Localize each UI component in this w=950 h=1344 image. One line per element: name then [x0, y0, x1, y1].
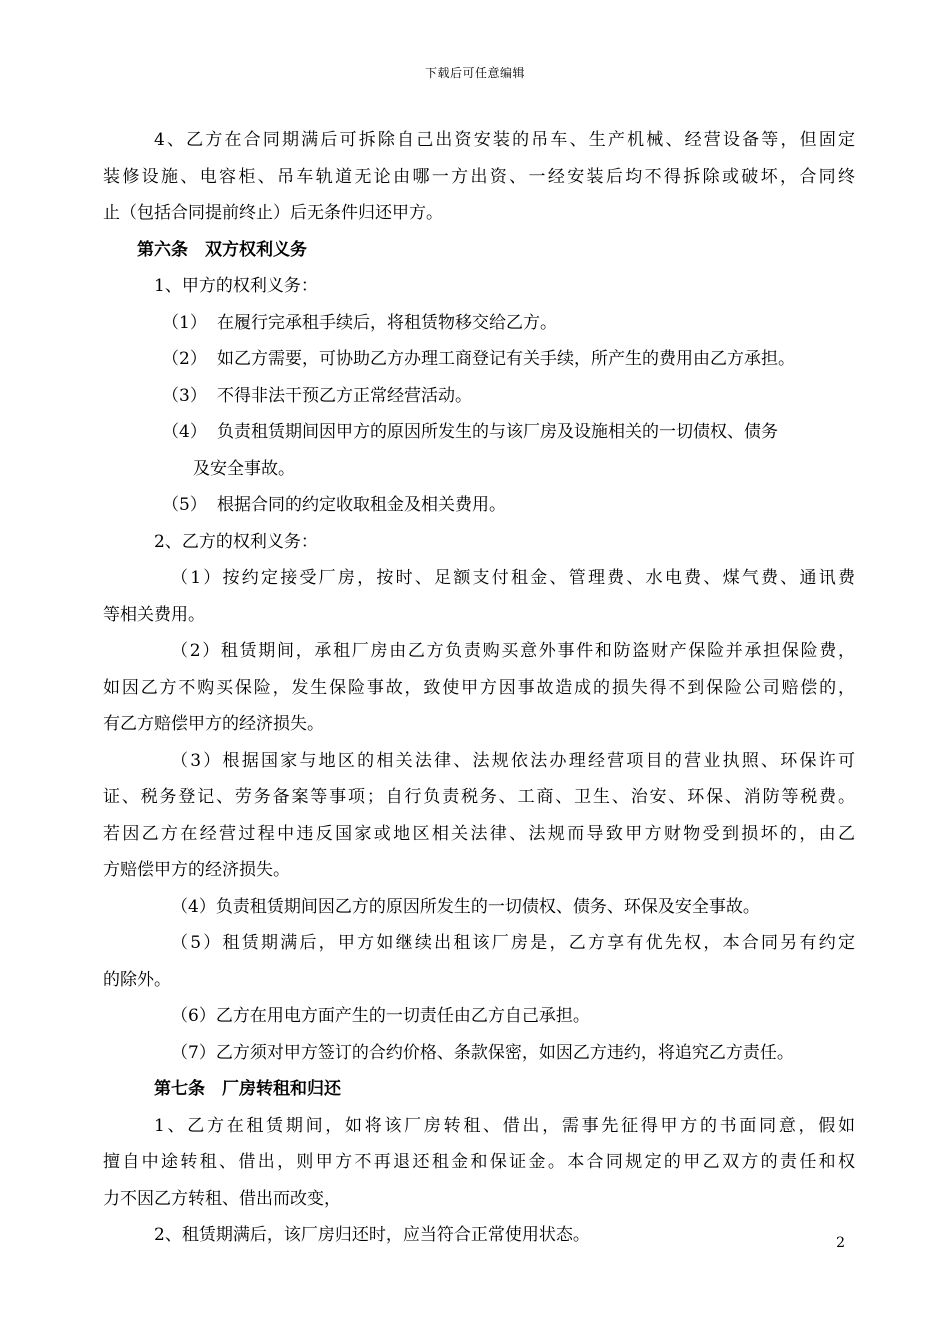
item-text: 如乙方需要，可协助乙方办理工商登记有关手续，所产生的费用由乙方承担。 — [217, 349, 795, 369]
party-b-item-5-line-2: 的除外。 — [103, 969, 171, 990]
item-text: 根据合同的约定收取租金及相关费用。 — [217, 495, 506, 515]
article-7-clause-1-line-3: 力不因乙方转租、借出而改变， — [103, 1188, 341, 1209]
article-7-clause-1-line-1: 1、乙方在租赁期间，如将该厂房转租、借出，需事先征得甲方的书面同意，假如 — [154, 1115, 855, 1136]
clause-4-line-1: 4、乙方在合同期满后可拆除自己出资安装的吊车、生产机械、经营设备等，但固定 — [154, 130, 855, 150]
article-6-party-a-heading: 1、甲方的权利义务： — [154, 276, 318, 296]
item-number: （2） — [162, 349, 207, 369]
item-number: （1） — [162, 312, 207, 333]
party-a-item-4-continued: 及安全事故。 — [193, 458, 295, 479]
party-b-item-1-line-1: （1）按约定接受厂房，按时、足额支付租金、管理费、水电费、煤气费、通讯费 — [171, 568, 855, 588]
party-b-item-3-line-2: 证、税务登记、劳务备案等事项；自行负责税务、工商、卫生、治安、环保、消防等税费。 — [103, 787, 855, 807]
party-a-item-2 — [103, 341, 855, 378]
article-7-clause-1-line-2: 擅自中途转租、借出，则甲方不再退还租金和保证金。本合同规定的甲乙双方的责任和权 — [103, 1152, 855, 1172]
clause-4-line-2: 装修设施、电容柜、吊车轨道无论由哪一方出资、一经安装后均不得拆除或破坏，合同终 — [103, 166, 855, 187]
article-7-clause-2: 2、租赁期满后，该厂房归还时，应当符合正常使用状态。 — [154, 1225, 590, 1245]
party-b-item-3-line-1: （3）根据国家与地区的相关法律、法规依法办理经营项目的营业执照、环保许可 — [171, 750, 855, 771]
party-b-item-3-line-3: 若因乙方在经营过程中违反国家或地区相关法律、法规而导致甲方财物受到损坏的，由乙 — [103, 823, 855, 844]
party-b-item-2-line-1: （2）租赁期间，承租厂房由乙方负责购买意外事件和防盗财产保险并承担保险费， — [171, 641, 855, 661]
item-text: 不得非法干预乙方正常经营活动。 — [217, 385, 472, 406]
article-6-title: 第六条 双方权利义务 — [137, 239, 307, 260]
article-7-title: 第七条 厂房转租和归还 — [154, 1079, 341, 1099]
page-header: 下载后可任意编辑 — [424, 66, 525, 80]
party-b-item-7: （7）乙方须对甲方签订的合约价格、条款保密，如因乙方违约，将追究乙方责任。 — [171, 1042, 794, 1063]
party-a-item-3 — [103, 378, 855, 415]
document-body — [103, 122, 855, 1254]
party-b-item-6: （6）乙方在用电方面产生的一切责任由乙方自己承担。 — [171, 1006, 590, 1026]
party-b-item-1-line-2: 等相关费用。 — [103, 604, 205, 625]
party-b-item-5-line-1: （5）租赁期满后，甲方如继续出租该厂房是，乙方享有优先权，本合同另有约定 — [171, 933, 855, 953]
item-number: （3） — [162, 385, 207, 406]
party-b-item-4: （4）负责租赁期间因乙方的原因所发生的一切债权、债务、环保及安全事故。 — [171, 896, 760, 917]
party-a-item-4 — [103, 414, 855, 451]
party-b-item-2-line-2: 如因乙方不购买保险，发生保险事故，致使甲方因事故造成的损失得不到保险公司赔偿的， — [103, 677, 855, 698]
party-b-item-2-line-3: 有乙方赔偿甲方的经济损失。 — [103, 714, 324, 734]
party-b-item-3-line-4: 方赔偿甲方的经济损失。 — [103, 860, 290, 880]
party-a-item-5 — [103, 487, 855, 524]
item-number: （4） — [162, 422, 207, 442]
party-a-item-1 — [103, 305, 855, 342]
article-6-party-b-heading: 2、乙方的权利义务： — [154, 531, 318, 552]
item-text: 在履行完承租手续后，将租赁物移交给乙方。 — [217, 312, 557, 333]
item-text: 负责租赁期间因甲方的原因所发生的与该厂房及设施相关的一切债权、债务 — [217, 422, 778, 442]
item-number: （5） — [162, 495, 207, 515]
clause-4-line-3: 止（包括合同提前终止）后无条件归还甲方。 — [103, 203, 443, 223]
page-number: 2 — [836, 1235, 845, 1251]
